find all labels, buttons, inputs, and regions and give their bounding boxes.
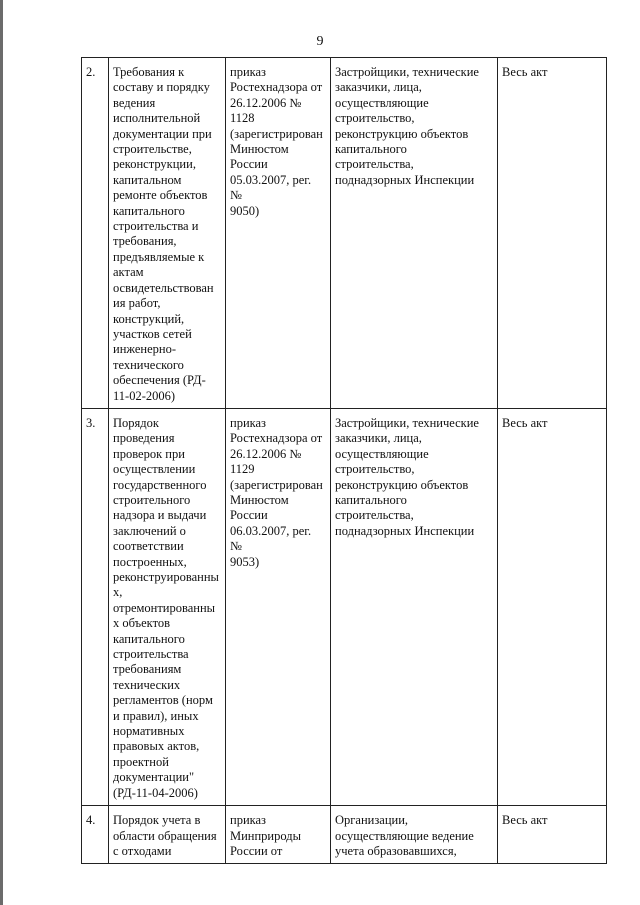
act-subjects-cell <box>331 806 498 864</box>
act-document: приказ Минприроды России от <box>230 813 302 858</box>
act-scope: Весь акт <box>502 813 548 828</box>
act-name: Требования к составу и порядку ведения исполнительной документации при строительстве, реконструкции, капитальном ремонте объектов капитального строительства и требования, предъявляемые к актам освидетельствован ия работ, конструкций, участков сетей инженерно- технического обеспечения (РД- 11-02-2006) <box>113 65 214 403</box>
act-document: приказ Ростехнадзора от 26.12.2006 № 1128 (зарегистрирован Минюстом России 05.03.2007, рег. № 9050) <box>230 65 323 218</box>
row-number: 3. <box>86 415 96 430</box>
regulations-table <box>81 57 607 864</box>
act-scope-cell <box>498 58 607 409</box>
act-name-cell <box>109 806 226 864</box>
table-row <box>82 408 607 805</box>
act-name-cell <box>109 408 226 805</box>
act-document: приказ Ростехнадзора от 26.12.2006 № 1129 (зарегистрирован Минюстом России 06.03.2007, рег. № 9053) <box>230 415 323 569</box>
act-name: Порядок проведения проверок при осуществлении государственного строительного надзора и выдачи заключений о соответствии построенных, реконструированны х, отремонтированны х объектов капитального строительства требованиям технических регламентов (норм и правил), иных нормативных правовых актов, проектной документации" (РД-11-04-2006) <box>113 415 219 800</box>
act-scope: Весь акт <box>502 65 548 79</box>
act-subjects: Застройщики, технические заказчики, лица, осуществляющие строительство, реконструкцию объектов капитального строительства, поднадзорных Инспекции <box>335 415 479 538</box>
page-number: 9 <box>316 34 324 49</box>
row-number-cell <box>82 58 109 409</box>
row-number-cell <box>82 806 109 864</box>
table-row <box>82 58 607 409</box>
act-document-cell <box>226 58 331 409</box>
act-document-cell <box>226 408 331 805</box>
table-row <box>82 806 607 864</box>
act-name-cell <box>109 58 226 409</box>
act-scope-cell <box>498 806 607 864</box>
row-number: 4. <box>86 813 96 828</box>
act-subjects-cell <box>331 58 498 409</box>
act-subjects-cell <box>331 408 498 805</box>
act-name: Порядок учета в области обращения с отходами <box>113 813 217 858</box>
act-subjects: Организации, осуществляющие ведение учета образовавшихся, <box>335 813 474 858</box>
row-number: 2. <box>86 65 96 79</box>
act-scope-cell <box>498 408 607 805</box>
row-number-cell <box>82 408 109 805</box>
act-scope: Весь акт <box>502 415 548 430</box>
act-subjects: Застройщики, технические заказчики, лица, осуществляющие строительство, реконструкцию объектов капитального строительства, поднадзорных Инспекции <box>335 65 479 187</box>
scan-left-edge <box>0 0 3 905</box>
act-document-cell <box>226 806 331 864</box>
